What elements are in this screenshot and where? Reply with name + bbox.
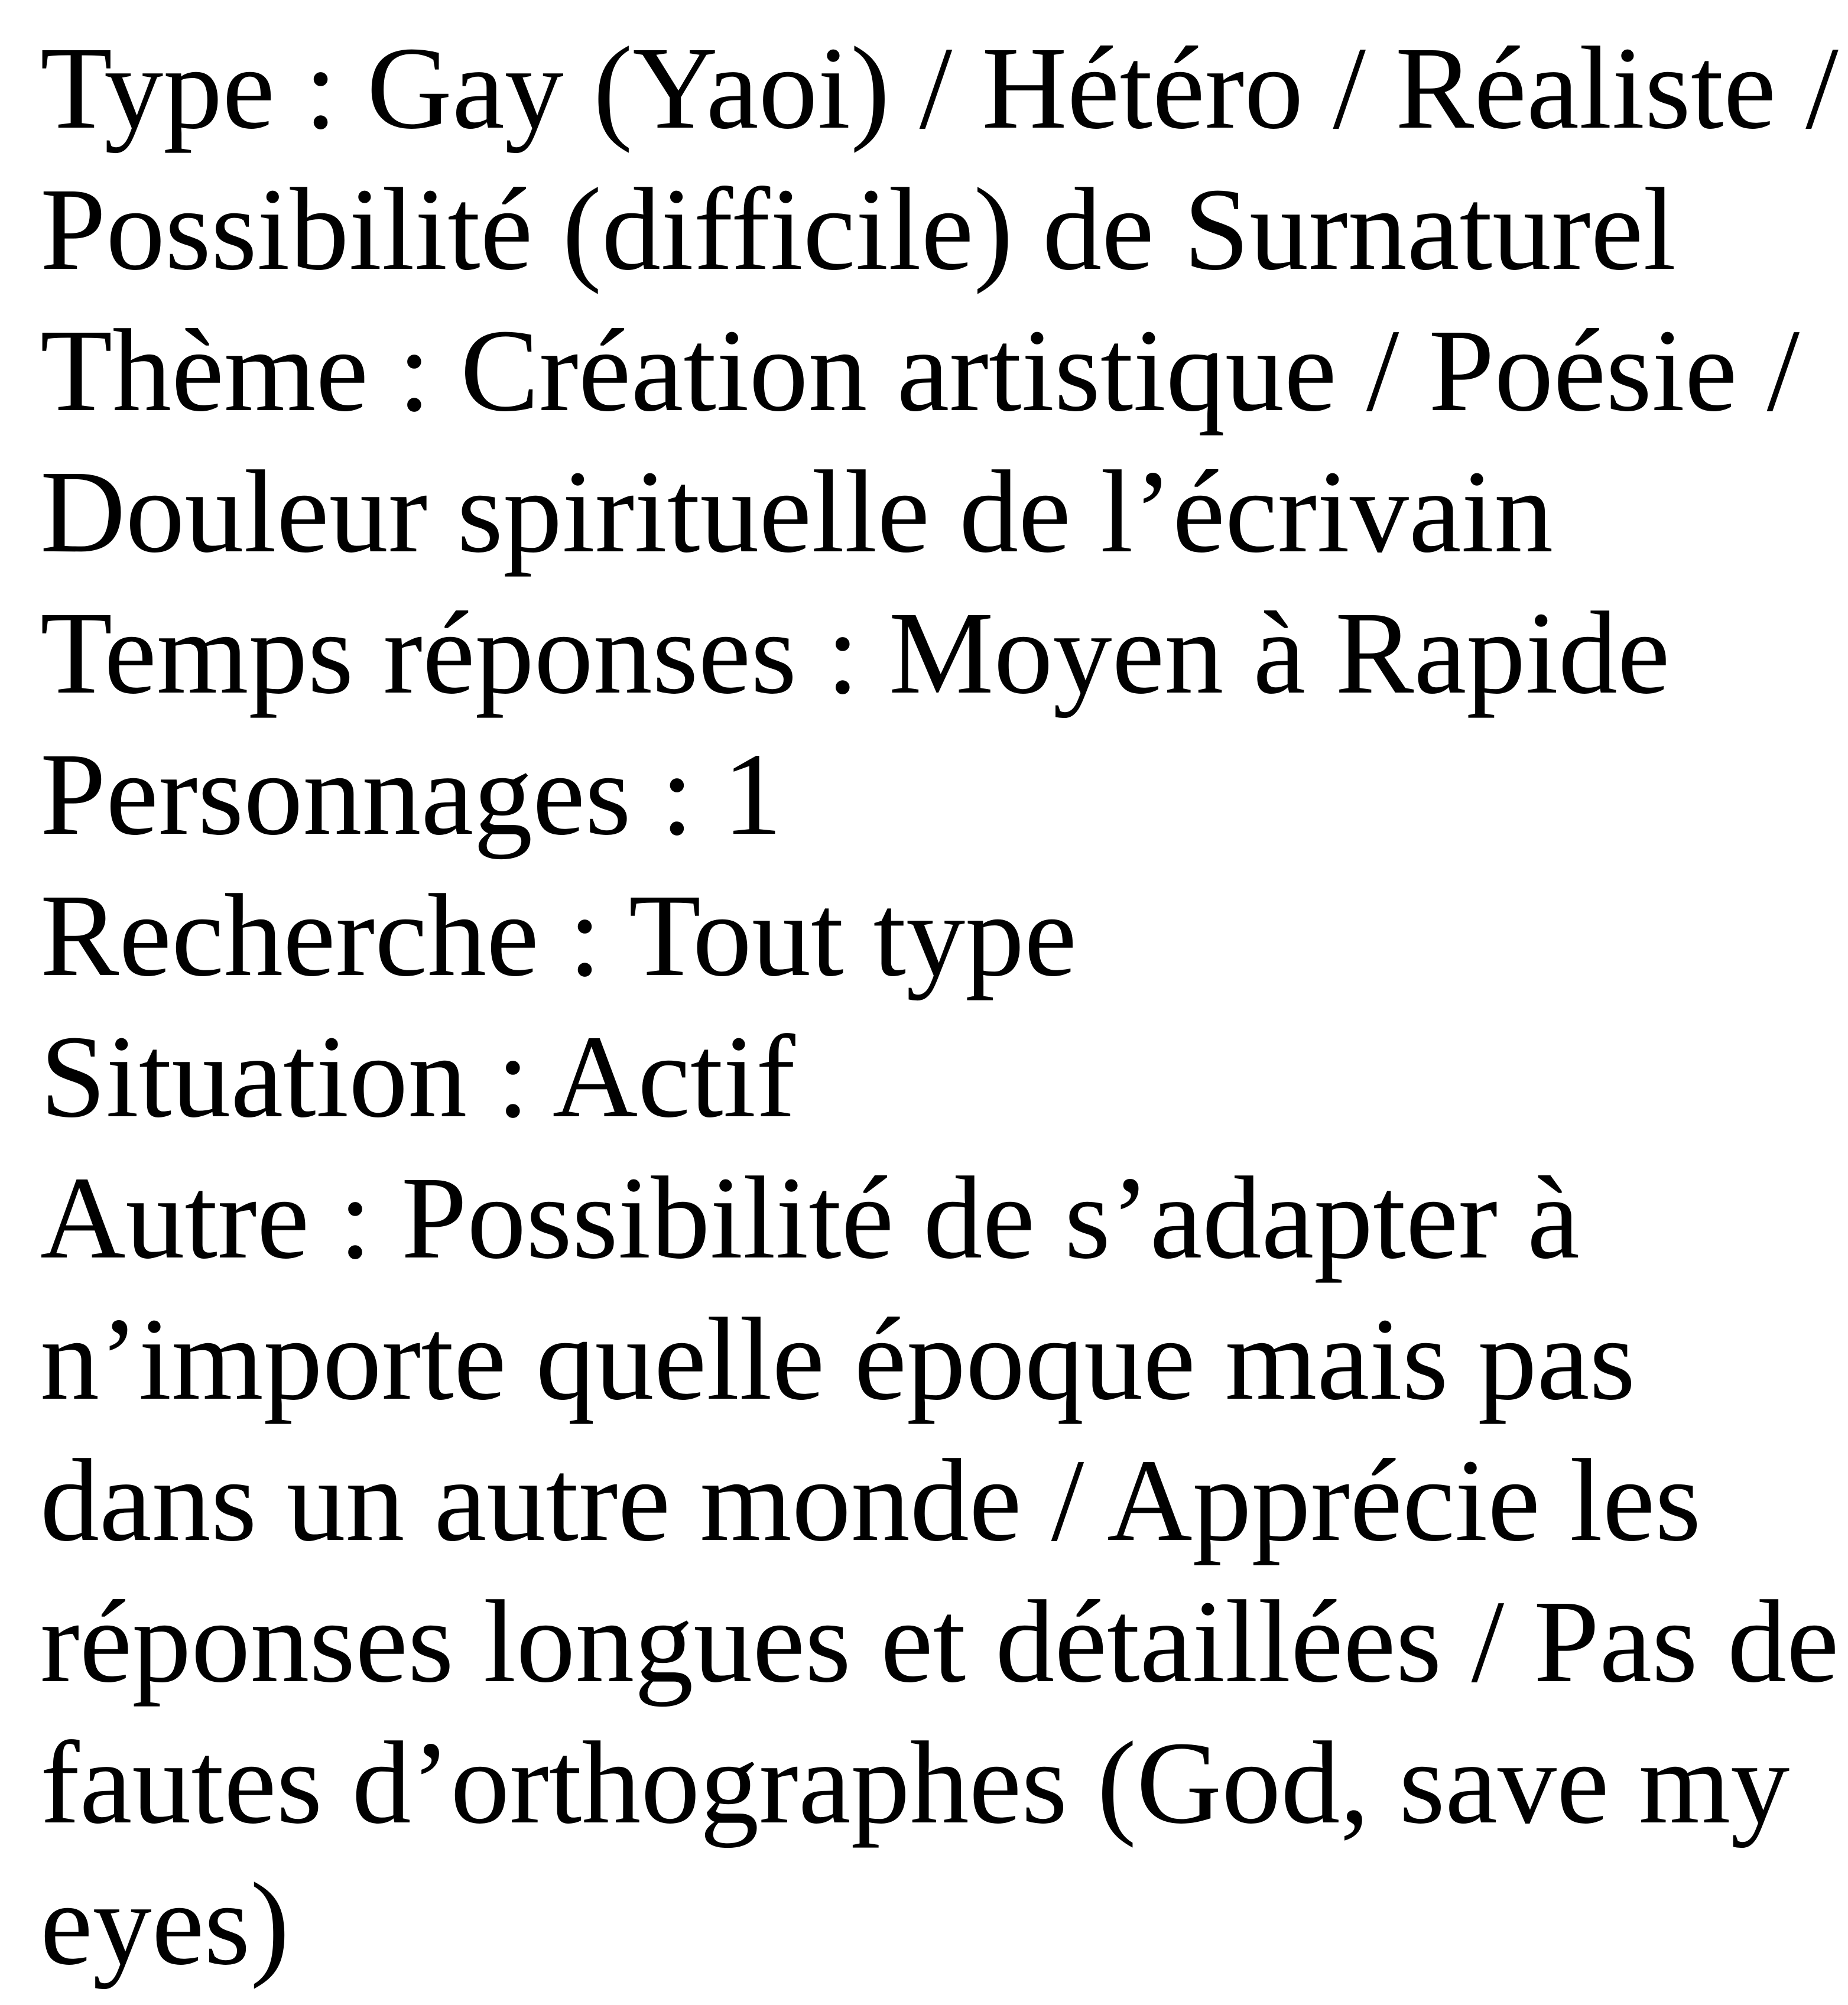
theme-line-2: Douleur spirituelle de l’écrivain	[40, 447, 1554, 577]
search-line: Recherche : Tout type	[40, 870, 1077, 1001]
other-line-1: Autre : Possibilité de s’adapter à	[40, 1153, 1580, 1283]
other-line-5: fautes d’orthographes (God, save my	[40, 1718, 1790, 1848]
type-line-2: Possibilité (difficile) de Surnaturel	[40, 164, 1676, 295]
type-line-1: Type : Gay (Yaoi) / Hétéro / Réaliste /	[40, 23, 1839, 154]
status-line: Situation : Actif	[40, 1012, 795, 1142]
other-line-3: dans un autre monde / Apprécie les	[40, 1435, 1701, 1566]
other-line-4: réponses longues et détaillées / Pas de	[40, 1577, 1839, 1707]
other-line-2: n’importe quelle époque mais pas	[40, 1294, 1636, 1425]
theme-line-1: Thème : Création artistique / Poésie /	[40, 306, 1800, 436]
characters-line: Personnages : 1	[40, 729, 782, 860]
other-line-6: eyes)	[40, 1859, 290, 1990]
document-body	[40, 18, 1837, 1995]
response-time-line: Temps réponses : Moyen à Rapide	[40, 588, 1670, 719]
